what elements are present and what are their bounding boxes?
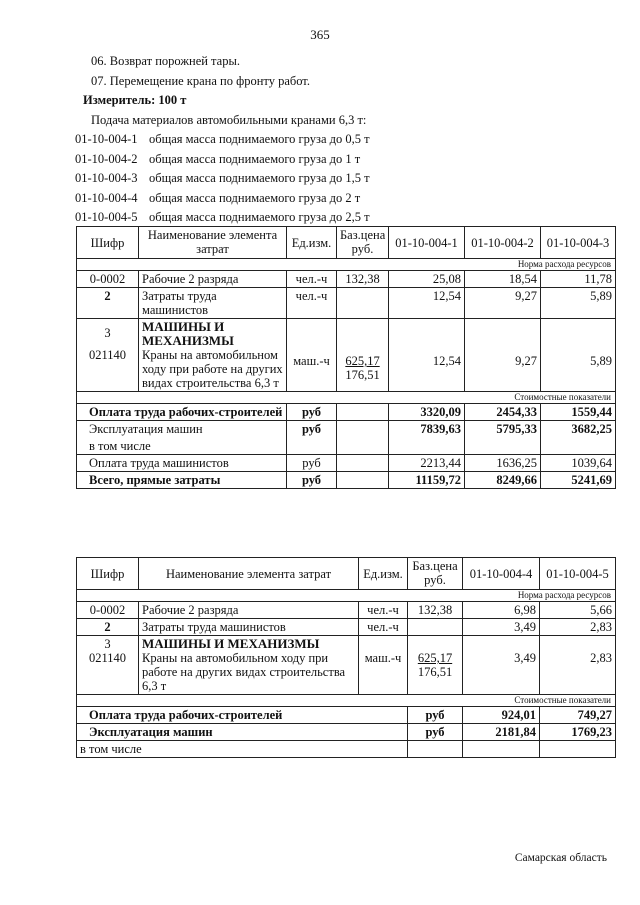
cell-code: 0-0002 [77,602,139,619]
cost-empty [337,404,389,421]
cost-name [77,421,287,455]
cost-empty [337,455,389,472]
norm-label: Норма расхода ресурсов [77,590,616,602]
header-col-1: 01-10-004-1 [389,227,465,259]
cost-value: 1039,64 [541,455,616,472]
cost-row [77,707,616,724]
cell-code: 2 [77,619,139,636]
cost-empty [337,472,389,489]
norm-label: Норма расхода ресурсов [77,259,616,271]
header-col-3: 01-10-004-3 [541,227,616,259]
resource-table-2 [76,557,616,758]
norm-text: общая масса поднимаемого груза до 2 т [149,190,361,205]
cell-value: 3,49 [463,619,540,636]
table-row [77,636,616,695]
cost-value: 1559,44 [541,404,616,421]
cell-value: 9,27 [465,288,541,319]
norm-item [75,208,595,228]
norm-code: 01-10-004-2 [75,151,138,166]
cost-value: 749,27 [540,707,616,724]
cell-name: Затраты труда машинистов [139,619,359,636]
cost-value: 2181,84 [463,724,540,741]
table-row [77,619,616,636]
cost-empty [540,741,616,758]
header-price: Баз.цена руб. [408,558,463,590]
norm-text: общая масса поднимаемого груза до 1,5 т [149,171,370,185]
resource-price: 625,17 [345,354,380,368]
cost-name: в том числе [77,741,408,758]
norm-code: 01-10-004-3 [75,171,138,185]
resource-price: 625,17 [417,651,453,665]
cell-price [337,319,389,392]
supply-title: Подача материалов автомобильными кранами 6,3 т: [91,112,367,127]
operation-06: 06. Возврат порожней тары. [91,54,240,68]
cost-value: 7839,63 [389,421,465,455]
section-label-row [77,590,616,602]
cell-unit: чел.-ч [359,619,408,636]
cost-unit: руб [287,472,337,489]
section-label-row [77,392,616,404]
cost-row [77,421,616,455]
cost-unit: руб [287,455,337,472]
resource-value: 12,54 [432,354,461,368]
cell-name: Затраты труда машинистов [139,288,287,319]
resource-name: Краны на автомобильном ходу при работе на других видах строительства 6,3 т [142,348,283,390]
cell-name [139,636,359,695]
cost-empty [408,741,463,758]
header-col-5: 01-10-004-5 [540,558,616,590]
cost-value: 3320,09 [389,404,465,421]
section-title: МАШИНЫ И МЕХАНИЗМЫ [142,319,234,348]
norm-code: 01-10-004-1 [75,132,138,146]
cell-value: 5,66 [540,602,616,619]
cell-code [77,319,139,392]
cost-row [77,724,616,741]
cost-subtitle: в том числе [89,439,151,453]
cost-label: Стоимостные показатели [77,392,616,404]
cost-value: 2454,33 [465,404,541,421]
cost-name: Оплата труда машинистов [77,455,287,472]
cost-value: 924,01 [463,707,540,724]
resource-value: 5,89 [590,354,612,368]
norm-text: общая масса поднимаемого груза до 0,5 т [149,132,370,146]
cost-value: 1636,25 [465,455,541,472]
cost-unit: руб [408,724,463,741]
cost-value: 5795,33 [465,421,541,455]
section-label-row [77,259,616,271]
cost-row-total [77,472,616,489]
cost-unit: руб [287,421,337,455]
resource-value: 3,49 [514,651,536,665]
cell-name [139,319,287,392]
cell-value: 11,78 [541,271,616,288]
cost-value: 8249,66 [465,472,541,489]
cost-unit: руб [408,707,463,724]
norm-text: общая масса поднимаемого груза до 1 т [149,151,361,166]
header-unit: Ед.изм. [287,227,337,259]
resource-unit: маш.-ч [364,651,402,665]
resource-value: 9,27 [515,354,537,368]
cost-value: 5241,69 [541,472,616,489]
resource-price-2: 176,51 [345,368,380,382]
norm-code: 01-10-004-4 [75,190,138,205]
cell-unit: чел.-ч [287,271,337,288]
cell-name: Рабочие 2 разряда [139,602,359,619]
norm-text: общая масса поднимаемого груза до 2,5 т [149,210,370,224]
cost-name: Оплата труда рабочих-строителей [77,707,408,724]
measure-unit: Измеритель: 100 т [83,93,187,107]
header-name: Наименование элемента затрат [139,558,359,590]
resource-price-2: 176,51 [417,665,453,679]
cost-name: Оплата труда рабочих-строителей [77,404,287,421]
resource-table-1 [76,226,616,489]
cell-value: 12,54 [389,288,465,319]
cell-value: 6,98 [463,602,540,619]
norm-item [75,189,595,209]
resource-code: 021140 [88,651,127,665]
cell-unit: чел.-ч [359,602,408,619]
footer-region: Самарская область [514,852,607,864]
operation-07: 07. Перемещение крана по фронту работ. [91,73,310,88]
cell-value: 25,08 [389,271,465,288]
cell-price: 132,38 [337,271,389,288]
cell-value [541,319,616,392]
cell-price [337,288,389,319]
resource-value: 2,83 [590,651,612,665]
cost-empty [337,421,389,455]
resource-name: Краны на автомобильном ходу при работе на других видах строительства 6,3 т [142,651,346,693]
cost-row [77,455,616,472]
cost-empty [463,741,540,758]
cost-name: Эксплуатация машин [77,724,408,741]
cell-value: 5,89 [541,288,616,319]
header-code: Шифр [77,227,139,259]
cell-unit: чел.-ч [287,288,337,319]
cost-value: 2213,44 [389,455,465,472]
section-code: 3 [104,637,111,651]
cell-value: 2,83 [540,619,616,636]
cell-code [77,636,139,695]
intro-block [75,52,595,228]
cost-label: Стоимостные показатели [77,695,616,707]
table-row [77,288,616,319]
cost-value: 1769,23 [540,724,616,741]
header-price: Баз.цена руб. [337,227,389,259]
table-header-row [77,558,616,590]
norm-item [75,130,595,150]
cell-value [463,636,540,695]
cell-price [408,619,463,636]
cost-name: Всего, прямые затраты [77,472,287,489]
section-title: МАШИНЫ И МЕХАНИЗМЫ [142,636,320,651]
cell-code: 0-0002 [77,271,139,288]
resource-unit: маш.-ч [293,354,330,368]
header-code: Шифр [77,558,139,590]
cell-code: 2 [77,288,139,319]
cell-value [389,319,465,392]
table-row [77,271,616,288]
cell-unit [359,636,408,695]
cost-title: Эксплуатация машин [89,422,203,436]
cost-row [77,404,616,421]
cell-value: 18,54 [465,271,541,288]
cell-value [540,636,616,695]
cell-name: Рабочие 2 разряда [139,271,287,288]
norm-item [75,169,595,189]
cost-value: 3682,25 [541,421,616,455]
cell-unit [287,319,337,392]
header-name: Наименование элемента затрат [139,227,287,259]
table-row [77,602,616,619]
resource-code: 021140 [88,348,127,362]
norm-code: 01-10-004-5 [75,210,138,224]
cell-value [465,319,541,392]
page-number: 365 [310,27,330,42]
section-label-row [77,695,616,707]
cell-price: 132,38 [408,602,463,619]
section-code: 3 [104,326,111,340]
table-header-row [77,227,616,259]
cell-price [408,636,463,695]
cost-unit: руб [287,404,337,421]
cost-row [77,741,616,758]
header-unit: Ед.изм. [359,558,408,590]
table-row [77,319,616,392]
header-col-4: 01-10-004-4 [463,558,540,590]
header-col-2: 01-10-004-2 [465,227,541,259]
norm-item [75,150,595,170]
cost-value: 11159,72 [389,472,465,489]
